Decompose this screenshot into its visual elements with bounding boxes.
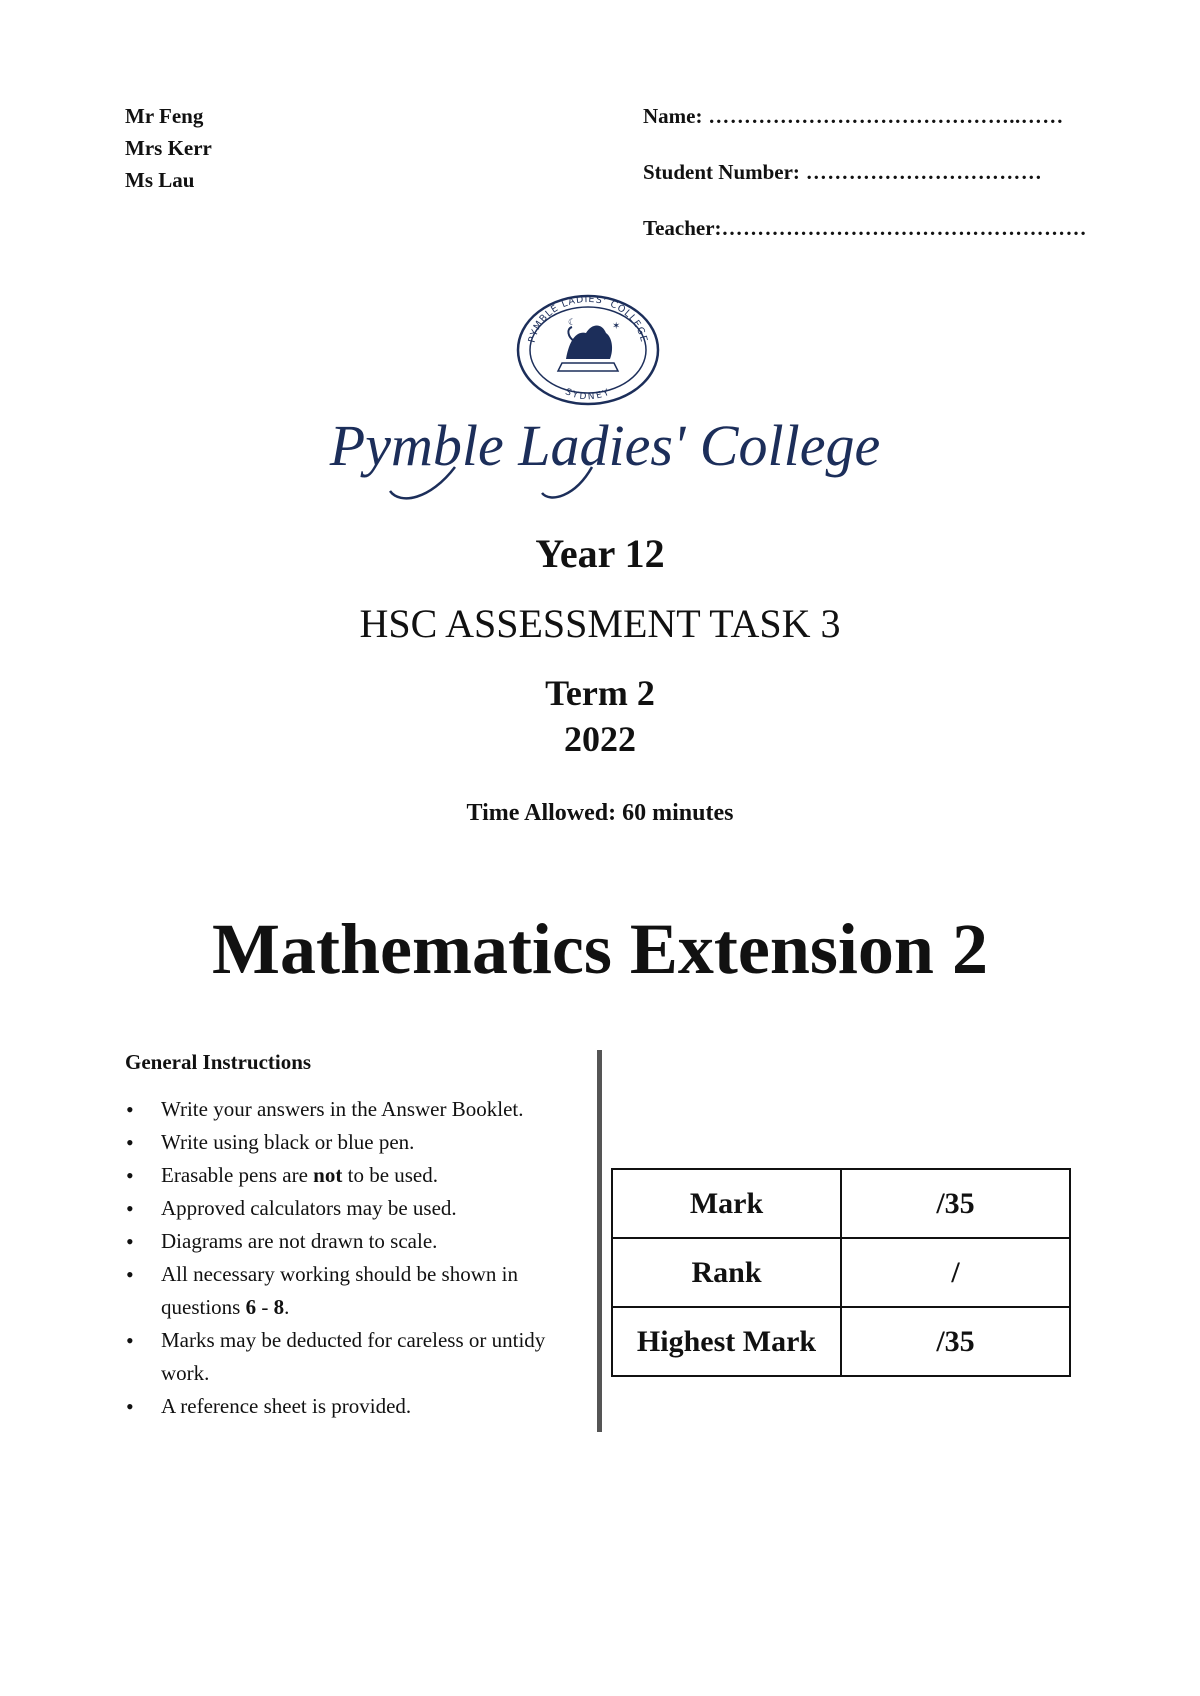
table-row [612,1238,1070,1307]
student-number-label: Student Number: [643,160,800,184]
teacher-blank: …………………………………………… [721,216,1088,240]
instruction-item: • Marks may be deducted for careless or untidy work. [125,1324,595,1390]
college-wordmark-logo [329,405,881,515]
vertical-divider [597,1050,602,1432]
svg-text:PYMBLE LADIES' COLLEGE: PYMBLE LADIES' COLLEGE [526,293,650,344]
student-details [643,100,1087,268]
instruction-item: • All necessary working should be shown in questions 6 - 8. [125,1258,595,1324]
name-label: Name: [643,104,703,128]
name-field[interactable] [643,100,1087,156]
instruction-item: • Approved calculators may be used. [125,1192,595,1225]
teacher-list [125,100,212,196]
table-row [612,1307,1070,1376]
highest-mark-value: /35 [841,1307,1070,1376]
marks-table [611,1168,1071,1377]
year-level: Year 12 [535,531,665,576]
table-row [612,1169,1070,1238]
student-number-field[interactable] [643,156,1087,212]
svg-text:✶: ✶ [612,321,621,332]
highest-mark-label: Highest Mark [612,1307,841,1376]
teacher-name: Mrs Kerr [125,136,212,160]
instructions-list [125,1093,595,1423]
assessment-task-title: HSC ASSESSMENT TASK 3 [359,601,841,646]
instruction-item: • Diagrams are not drawn to scale. [125,1225,595,1258]
svg-text:☾: ☾ [568,318,577,328]
term-label: Term 2 [545,673,655,713]
mark-value: /35 [841,1169,1070,1238]
instruction-item: • Write using black or blue pen. [125,1126,595,1159]
svg-text:SYDNEY: SYDNEY [563,387,613,403]
exam-year: 2022 [564,719,636,759]
general-instructions [125,1050,595,1423]
instruction-item: • A reference sheet is provided. [125,1390,595,1423]
mark-label: Mark [612,1169,841,1238]
rank-label: Rank [612,1238,841,1307]
instruction-item: • Erasable pens are not to be used. [125,1159,595,1192]
student-number-blank: …………………………… [799,160,1043,184]
instructions-heading: General Instructions [125,1050,312,1074]
teacher-label: Teacher: [643,216,722,240]
wordmark-text: Pymble Ladies' College [329,413,881,478]
college-crest-logo [514,293,662,407]
name-blank: ……………………………………..…… [702,104,1064,128]
teacher-name: Mr Feng [125,104,204,128]
teacher-field[interactable] [643,212,1087,268]
time-allowed: Time Allowed: 60 minutes [466,800,734,826]
rank-value: / [841,1238,1070,1307]
instruction-item: • Write your answers in the Answer Booklet. [125,1093,595,1126]
subject-title: Mathematics Extension 2 [212,909,988,989]
teacher-name: Ms Lau [125,168,195,192]
